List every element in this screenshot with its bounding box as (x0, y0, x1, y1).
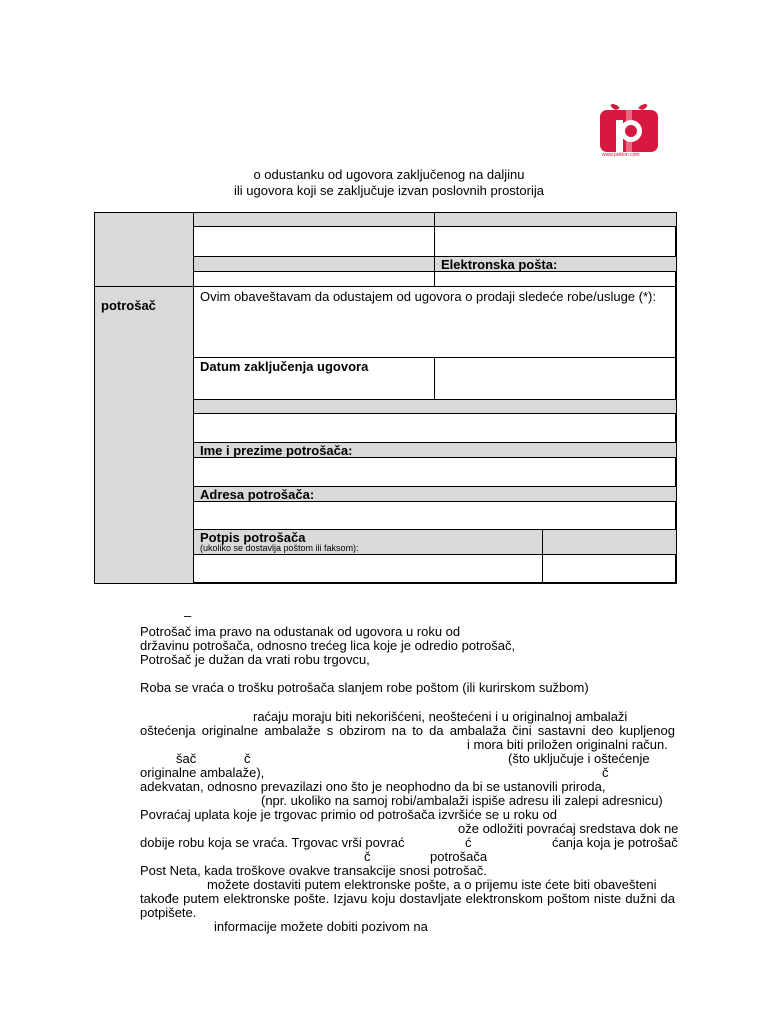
body-line-14b: ć (465, 835, 472, 850)
date-field[interactable] (542, 554, 677, 584)
signature-label: Potpis potrošača (200, 530, 306, 545)
email-header (434, 256, 677, 272)
body-line-11: (npr. ukoliko na samoj robi/ambalaži ispiše adresu ili zalepi adresnicu) (261, 793, 663, 808)
body-line-18: takođe putem elektronske pošte. Izjavu koju dostavljate elektronskom poštom niste dužni da (140, 891, 675, 906)
body-line-8a: šač (176, 751, 197, 766)
goods-statement-field[interactable] (193, 286, 677, 358)
blank-field-row[interactable] (193, 413, 677, 443)
body-line-15b: potrošača (430, 849, 488, 864)
consumer-side-label: potrošač (101, 298, 156, 313)
withdrawal-form (94, 212, 676, 583)
signature-header (193, 529, 543, 555)
body-line-6: oštećenja originalne ambalaže s obzirom na to da ambalaža čini sastavni deo kupljenog (140, 723, 675, 738)
email-label: Elektronska pošta: (441, 257, 558, 272)
signature-field[interactable] (193, 554, 543, 584)
heading-line-1: o odustanku od ugovora zaključenog na daljinu (253, 167, 525, 182)
body-line-13: ože odložiti povraćaj sredstava dok ne (458, 821, 679, 836)
trader-name-field[interactable] (193, 226, 435, 257)
body-line-12: Povraćaj uplata koje je trgovac primio od potrošača izvršiće se u roku od (140, 807, 557, 822)
body-line-7: i mora biti priložen originalni račun. (467, 737, 668, 752)
name-label: Ime i prezime potrošača: (200, 443, 353, 458)
trader-phone-field[interactable] (193, 271, 435, 287)
body-line-16: Post Neta, kada troškove ovakve transakcije snosi potrošač. (140, 863, 487, 878)
date-header (542, 529, 677, 555)
body-line-3: Potrošač je dužan da vrati robu trgovcu, (140, 652, 370, 667)
trader-address-header (434, 212, 677, 227)
name-field[interactable] (193, 457, 677, 487)
contract-date-field[interactable] (434, 357, 677, 400)
body-line-9a: originalne ambalaže), (140, 765, 265, 780)
logo-url: www.poklon.com (602, 152, 640, 158)
trader-phone-header (193, 256, 435, 272)
body-line-17: možete dostaviti putem elektronske pošte, a o prijemu iste ćete biti obavešteni (207, 877, 657, 892)
body-line-8b: č (244, 751, 251, 766)
email-field[interactable] (434, 271, 677, 287)
body-line-8c: (što uključuje i oštećenje (508, 751, 650, 766)
trader-side-cell (94, 212, 194, 287)
address-field[interactable] (193, 501, 677, 530)
trader-name-header (193, 212, 435, 227)
address-header (193, 486, 677, 502)
consumer-side-cell (94, 286, 194, 584)
goods-statement-text: Ovim obaveštavam da odustajem od ugovora o prodaji sledeće robe/usluge (*): (200, 289, 656, 304)
trader-address-field[interactable] (434, 226, 677, 257)
body-line-20: informacije možete dobiti pozivom na (214, 919, 428, 934)
signature-note: (ukoliko se dostavlja poštom ili faksom): (200, 543, 359, 553)
body-line-4: Roba se vraća o trošku potrošača slanjem robe poštom (ili kurirskom sužbom) (140, 680, 589, 695)
contract-date-label-cell (193, 357, 435, 400)
body-line-1: Potrošač ima pravo na odustanak od ugovora u roku od (140, 624, 461, 639)
body-dash: – (184, 608, 192, 623)
body-line-10: adekvatan, odnosno prevazilazi ono što je neophodno da bi se ustanovili priroda, (140, 779, 606, 794)
name-header (193, 442, 677, 458)
body-line-15a: č (364, 849, 371, 864)
body-line-14a: dobije robu koja se vraća. Trgovac vrši povrać (140, 835, 405, 850)
body-line-2: državinu potrošača, odnosno trećeg lica koje je odredio potrošač, (140, 638, 516, 653)
body-line-5: raćaju moraju biti nekorišćeni, neoštećeni i u originalnoj ambalaži (253, 709, 628, 724)
body-line-9b: č (602, 765, 609, 780)
poklon-logo-icon (598, 98, 660, 160)
contract-date-label: Datum zaključenja ugovora (200, 359, 369, 374)
grey-spacer-row (193, 399, 677, 414)
heading-line-2: ili ugovora koji se zaključuje izvan poslovnih prostorija (234, 183, 544, 198)
body-line-14c: ćanja koja je potrošač (552, 835, 678, 850)
body-line-19: potpišete. (140, 905, 197, 920)
address-label: Adresa potrošača: (200, 487, 315, 502)
